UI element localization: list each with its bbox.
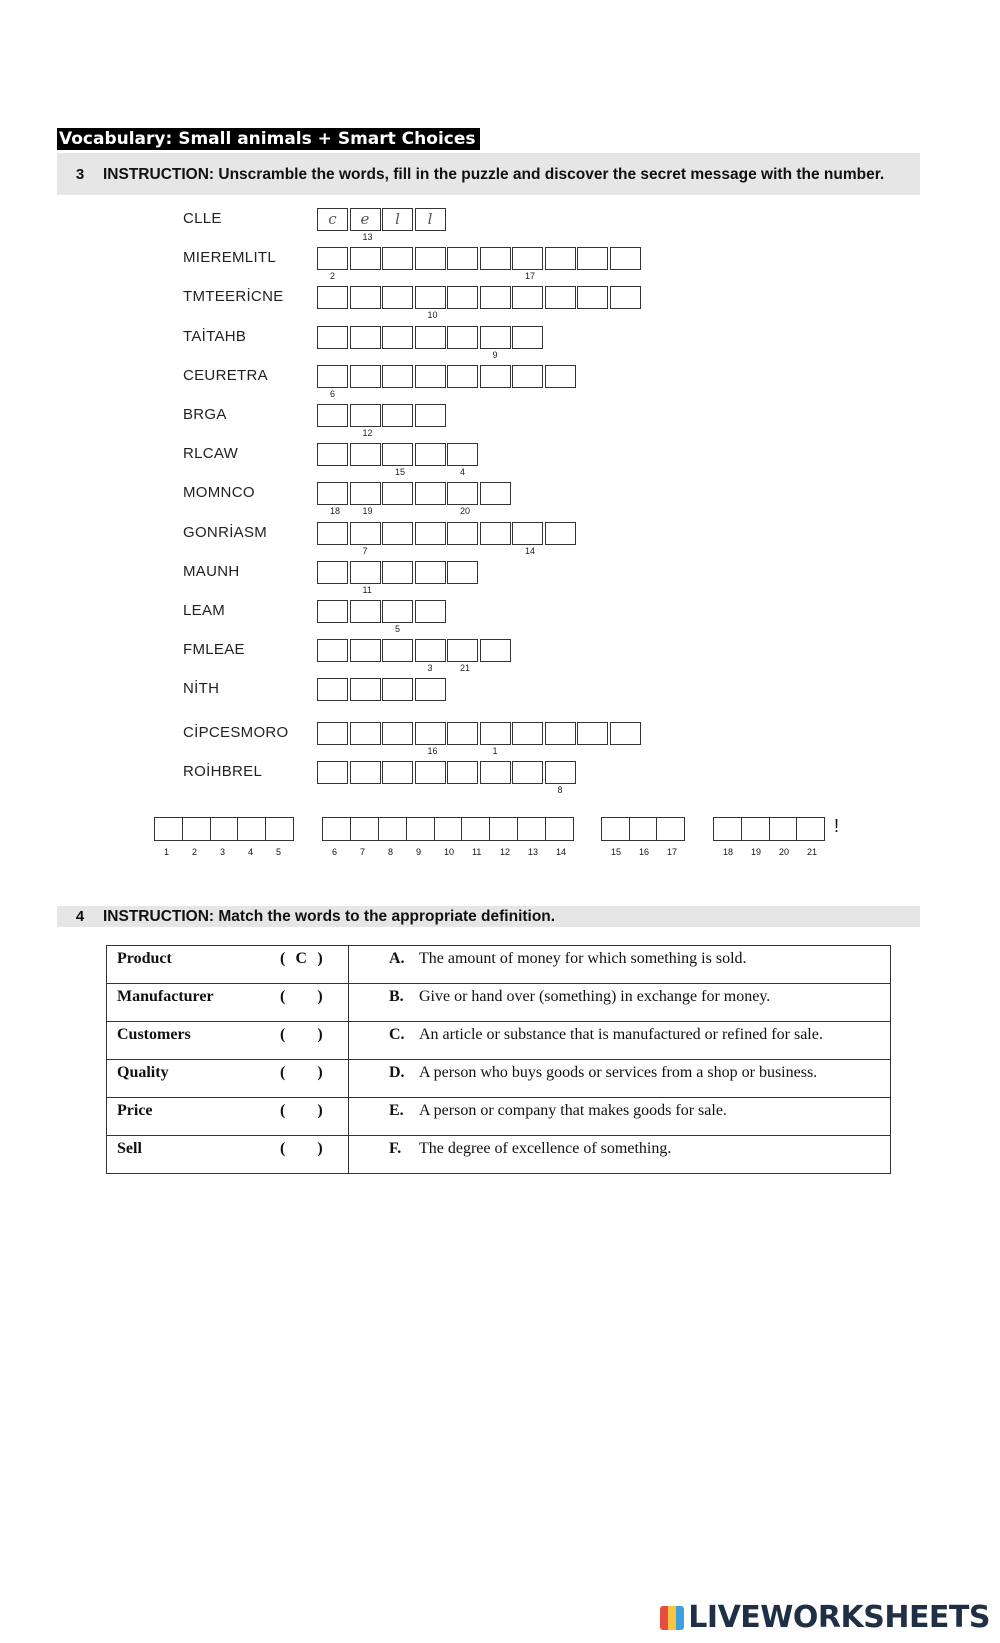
secret-number: 14 <box>556 847 567 857</box>
letter-box[interactable] <box>447 286 478 309</box>
letter-box[interactable] <box>447 443 478 466</box>
letter-box[interactable] <box>415 326 446 349</box>
match-word-cell <box>107 1022 349 1060</box>
secret-letter-box[interactable] <box>407 818 435 840</box>
letter-box[interactable] <box>317 482 348 505</box>
number-label: 12 <box>362 428 373 438</box>
secret-number: 10 <box>444 847 455 857</box>
exercise-number: 3 <box>75 165 85 183</box>
secret-letter-box[interactable] <box>714 818 742 840</box>
scrambled-word: CEURETRA <box>183 367 268 384</box>
answer-boxes <box>317 404 447 427</box>
match-word: Quality <box>117 1064 169 1081</box>
scrambled-word: GONRİASM <box>183 524 268 541</box>
definition-letter: D. <box>389 1064 405 1081</box>
secret-word-boxes <box>154 817 294 841</box>
number-label: 19 <box>362 506 373 516</box>
exercise-number: 4 <box>75 908 85 925</box>
secret-number: 15 <box>611 847 622 857</box>
secret-letter-box[interactable] <box>323 818 351 840</box>
secret-number: 9 <box>416 847 422 857</box>
answer-boxes <box>317 600 447 623</box>
secret-letter-box[interactable] <box>183 818 211 840</box>
letter-box[interactable] <box>512 247 543 270</box>
match-word-cell <box>107 1136 349 1174</box>
letter-box[interactable] <box>350 404 381 427</box>
secret-word-boxes <box>322 817 574 841</box>
match-word: Customers <box>117 1026 191 1043</box>
secret-letter-box[interactable] <box>462 818 490 840</box>
match-word: Price <box>117 1102 153 1119</box>
definition-letter: C. <box>389 1026 405 1043</box>
secret-letter-box[interactable] <box>238 818 266 840</box>
letter-box[interactable] <box>512 326 543 349</box>
letter-box[interactable] <box>480 761 511 784</box>
letter-box[interactable] <box>480 286 511 309</box>
letter-box[interactable] <box>480 365 511 388</box>
letter-box[interactable] <box>350 247 381 270</box>
secret-number: 8 <box>388 847 394 857</box>
letter-box[interactable] <box>350 600 381 623</box>
answer-boxes <box>317 639 512 662</box>
match-row <box>107 1022 891 1060</box>
letter-box[interactable] <box>317 365 348 388</box>
definition-cell <box>349 1022 891 1060</box>
match-word: Product <box>117 950 172 967</box>
letter-box[interactable] <box>415 722 446 745</box>
letter-box[interactable] <box>577 247 608 270</box>
letter-box[interactable] <box>415 482 446 505</box>
letter-box[interactable] <box>350 326 381 349</box>
answer-slot[interactable]: ( ) <box>280 1026 323 1043</box>
letter-box[interactable] <box>545 761 576 784</box>
answer-boxes <box>317 722 642 745</box>
secret-number: 18 <box>723 847 734 857</box>
letter-box[interactable] <box>415 286 446 309</box>
letter-box[interactable] <box>382 678 413 701</box>
number-label: 14 <box>525 546 536 556</box>
definition-cell <box>349 984 891 1022</box>
letter-box[interactable] <box>382 443 413 466</box>
letter-box[interactable] <box>447 247 478 270</box>
definition-text: The amount of money for which something is sold. <box>419 950 747 967</box>
secret-number: 3 <box>220 847 226 857</box>
letter-box[interactable] <box>317 561 348 584</box>
letter-box[interactable] <box>382 600 413 623</box>
number-label: 6 <box>330 389 336 399</box>
secret-number: 16 <box>639 847 650 857</box>
logo-icon <box>660 1606 684 1630</box>
match-word: Sell <box>117 1140 142 1157</box>
number-label: 11 <box>362 585 372 595</box>
letter-box[interactable] <box>350 365 381 388</box>
number-label: 2 <box>330 271 336 281</box>
secret-letter-box[interactable] <box>266 818 293 840</box>
scrambled-word: RLCAW <box>183 445 239 462</box>
letter-box[interactable] <box>610 247 641 270</box>
answer-boxes <box>317 247 642 270</box>
match-row <box>107 984 891 1022</box>
answer-boxes <box>317 443 480 466</box>
matching-table <box>106 945 891 1174</box>
secret-letter-box[interactable] <box>546 818 573 840</box>
letter-box[interactable] <box>545 247 576 270</box>
answer-slot[interactable]: ( ) <box>280 988 323 1005</box>
secret-letter-box[interactable] <box>797 818 824 840</box>
answer-slot[interactable]: ( ) <box>280 1140 323 1157</box>
match-row <box>107 1098 891 1136</box>
scrambled-word: LEAM <box>183 602 226 619</box>
letter-box[interactable] <box>382 722 413 745</box>
letter-box[interactable] <box>382 365 413 388</box>
number-label: 8 <box>557 785 563 795</box>
answer-slot[interactable]: ( ) <box>280 1064 323 1081</box>
definition-cell <box>349 1098 891 1136</box>
letter-box[interactable] <box>447 561 478 584</box>
letter-box[interactable] <box>382 761 413 784</box>
letter-box[interactable] <box>317 761 348 784</box>
letter-box[interactable] <box>480 482 511 505</box>
letter-box[interactable] <box>415 600 446 623</box>
secret-letter-box[interactable] <box>379 818 407 840</box>
secret-number: 17 <box>667 847 678 857</box>
secret-word-boxes <box>601 817 685 841</box>
letter-box[interactable] <box>545 286 576 309</box>
secret-number: 1 <box>164 847 170 857</box>
letter-box[interactable]: l <box>415 208 446 231</box>
match-row <box>107 1060 891 1098</box>
secret-number: 13 <box>528 847 539 857</box>
scrambled-word: TAİTAHB <box>183 328 247 345</box>
letter-box[interactable] <box>382 326 413 349</box>
secret-number: 2 <box>192 847 198 857</box>
letter-box[interactable] <box>382 561 413 584</box>
match-word-cell <box>107 984 349 1022</box>
letter-box[interactable] <box>480 639 511 662</box>
scrambled-word: ROİHBREL <box>183 763 263 780</box>
letter-box[interactable] <box>577 722 608 745</box>
answer-boxes <box>317 522 577 545</box>
secret-number: 4 <box>248 847 254 857</box>
scrambled-word: MAUNH <box>183 563 240 580</box>
definition-text: A person who buys goods or services from a shop or business. <box>419 1064 818 1081</box>
definition-letter: B. <box>389 988 404 1005</box>
match-row <box>107 1136 891 1174</box>
letter-box[interactable] <box>317 639 348 662</box>
letter-box[interactable] <box>317 247 348 270</box>
letter-box[interactable] <box>382 247 413 270</box>
answer-boxes <box>317 761 577 784</box>
letter-box[interactable] <box>447 761 478 784</box>
match-word-cell <box>107 1098 349 1136</box>
letter-box[interactable] <box>545 522 576 545</box>
number-label: 5 <box>395 624 401 634</box>
secret-letter-box[interactable] <box>155 818 183 840</box>
match-word-cell <box>107 946 349 984</box>
letter-box[interactable] <box>317 326 348 349</box>
letter-box[interactable] <box>350 443 381 466</box>
instruction-text: INSTRUCTION: Unscramble the words, fill in the puzzle and discover the secret message with the number. <box>103 165 885 183</box>
letter-box[interactable] <box>512 761 543 784</box>
instruction-bar-3 <box>57 153 920 195</box>
secret-letter-box[interactable] <box>630 818 658 840</box>
secret-number: 19 <box>751 847 762 857</box>
secret-letter-box[interactable] <box>742 818 770 840</box>
letter-box[interactable]: c <box>317 208 348 231</box>
definition-cell <box>349 1060 891 1098</box>
letter-box[interactable] <box>512 722 543 745</box>
scrambled-word: CLLE <box>183 210 222 227</box>
number-label: 4 <box>460 467 466 477</box>
letter-box[interactable] <box>415 522 446 545</box>
letter-box[interactable] <box>447 722 478 745</box>
letter-box[interactable] <box>317 678 348 701</box>
letter-box[interactable] <box>480 522 511 545</box>
letter-box[interactable] <box>382 404 413 427</box>
letter-box[interactable] <box>447 522 478 545</box>
number-label: 18 <box>330 506 341 516</box>
answer-letter: C <box>295 950 308 967</box>
letter-box[interactable] <box>382 482 413 505</box>
letter-box[interactable] <box>545 365 576 388</box>
secret-number: 6 <box>332 847 338 857</box>
letter-box[interactable] <box>480 247 511 270</box>
secret-number: 11 <box>472 847 482 857</box>
secret-letter-box[interactable] <box>490 818 518 840</box>
secret-letter-box[interactable] <box>770 818 798 840</box>
answer-boxes <box>317 678 447 701</box>
definition-text: An article or substance that is manufactured or refined for sale. <box>419 1026 823 1043</box>
match-row <box>107 946 891 984</box>
answer-boxes <box>317 286 642 309</box>
secret-letter-box[interactable] <box>211 818 239 840</box>
letter-box[interactable] <box>350 761 381 784</box>
secret-number: 21 <box>807 847 818 857</box>
secret-letter-box[interactable] <box>602 818 630 840</box>
letter-box[interactable] <box>415 639 446 662</box>
letter-box[interactable] <box>415 443 446 466</box>
letter-box[interactable] <box>480 326 511 349</box>
liveworksheets-logo <box>660 1600 990 1635</box>
logo-text: LIVEWORKSHEETS <box>688 1600 990 1635</box>
instruction-text: INSTRUCTION: Match the words to the appropriate definition. <box>103 908 556 925</box>
worksheet-title: Vocabulary: Small animals + Smart Choices <box>57 128 480 150</box>
letter-box[interactable]: l <box>382 208 413 231</box>
definition-letter: E. <box>389 1102 404 1119</box>
letter-box[interactable] <box>512 286 543 309</box>
number-label: 9 <box>492 350 498 360</box>
number-label: 13 <box>362 232 373 242</box>
letter-box[interactable] <box>480 722 511 745</box>
scrambled-word: MOMNCO <box>183 484 255 501</box>
letter-box[interactable] <box>512 522 543 545</box>
secret-number: 7 <box>360 847 366 857</box>
letter-box[interactable] <box>447 326 478 349</box>
scrambled-word: FMLEAE <box>183 641 245 658</box>
definition-text: Give or hand over (something) in exchange for money. <box>419 988 771 1005</box>
scrambled-word: MIEREMLITL <box>183 249 277 266</box>
letter-box[interactable] <box>545 722 576 745</box>
secret-letter-box[interactable] <box>351 818 379 840</box>
number-label: 3 <box>427 663 433 673</box>
secret-number: 5 <box>276 847 282 857</box>
letter-box[interactable] <box>317 522 348 545</box>
answer-boxes <box>317 208 447 231</box>
scrambled-word: TMTEERİCNE <box>183 288 284 305</box>
letter-box[interactable] <box>512 365 543 388</box>
letter-box[interactable] <box>350 678 381 701</box>
number-label: 20 <box>460 506 471 516</box>
secret-word-boxes <box>713 817 825 841</box>
letter-box[interactable] <box>317 722 348 745</box>
letter-box[interactable] <box>447 482 478 505</box>
letter-box[interactable] <box>317 286 348 309</box>
letter-box[interactable] <box>382 286 413 309</box>
letter-box[interactable] <box>447 639 478 662</box>
definition-text: The degree of excellence of something. <box>419 1140 672 1157</box>
letter-box[interactable] <box>415 561 446 584</box>
definition-cell <box>349 1136 891 1174</box>
letter-box[interactable] <box>350 639 381 662</box>
scrambled-word: NİTH <box>183 680 220 697</box>
letter-box[interactable] <box>317 443 348 466</box>
letter-box[interactable] <box>350 522 381 545</box>
secret-number: 20 <box>779 847 790 857</box>
letter-box[interactable] <box>317 404 348 427</box>
answer-slot[interactable]: ( ) <box>280 1102 323 1119</box>
answer-boxes <box>317 326 545 349</box>
letter-box[interactable] <box>577 286 608 309</box>
answer-boxes <box>317 365 577 388</box>
secret-number: 12 <box>500 847 511 857</box>
letter-box[interactable] <box>415 678 446 701</box>
number-label: 21 <box>460 663 471 673</box>
letter-box[interactable] <box>415 761 446 784</box>
number-label: 7 <box>362 546 368 556</box>
letter-box[interactable] <box>350 722 381 745</box>
letter-box[interactable] <box>350 561 381 584</box>
instruction-bar-4 <box>57 906 920 927</box>
number-label: 17 <box>525 271 536 281</box>
letter-box[interactable] <box>317 600 348 623</box>
letter-box[interactable] <box>350 482 381 505</box>
letter-box[interactable] <box>447 365 478 388</box>
number-label: 1 <box>492 746 498 756</box>
scrambled-word: CİPCESMORO <box>183 724 289 741</box>
scrambled-word: BRGA <box>183 406 227 423</box>
number-label: 16 <box>427 746 438 756</box>
letter-box[interactable] <box>610 722 641 745</box>
secret-letter-box[interactable] <box>518 818 546 840</box>
number-label: 10 <box>427 310 438 320</box>
letter-box[interactable]: e <box>350 208 381 231</box>
definition-text: A person or company that makes goods for sale. <box>419 1102 727 1119</box>
answer-boxes <box>317 561 480 584</box>
definition-letter: A. <box>389 950 405 967</box>
definition-cell <box>349 946 891 984</box>
letter-box[interactable] <box>415 365 446 388</box>
number-label: 15 <box>395 467 406 477</box>
letter-box[interactable] <box>382 522 413 545</box>
exclamation-mark: ! <box>834 816 840 836</box>
letter-box[interactable] <box>610 286 641 309</box>
definition-letter: F. <box>389 1140 402 1157</box>
match-word: Manufacturer <box>117 988 214 1005</box>
answer-slot[interactable]: ( C ) <box>280 950 323 967</box>
match-word-cell <box>107 1060 349 1098</box>
answer-boxes <box>317 482 512 505</box>
letter-box[interactable] <box>415 247 446 270</box>
letter-box[interactable] <box>415 404 446 427</box>
secret-letter-box[interactable] <box>657 818 684 840</box>
letter-box[interactable] <box>382 639 413 662</box>
letter-box[interactable] <box>350 286 381 309</box>
secret-letter-box[interactable] <box>435 818 463 840</box>
